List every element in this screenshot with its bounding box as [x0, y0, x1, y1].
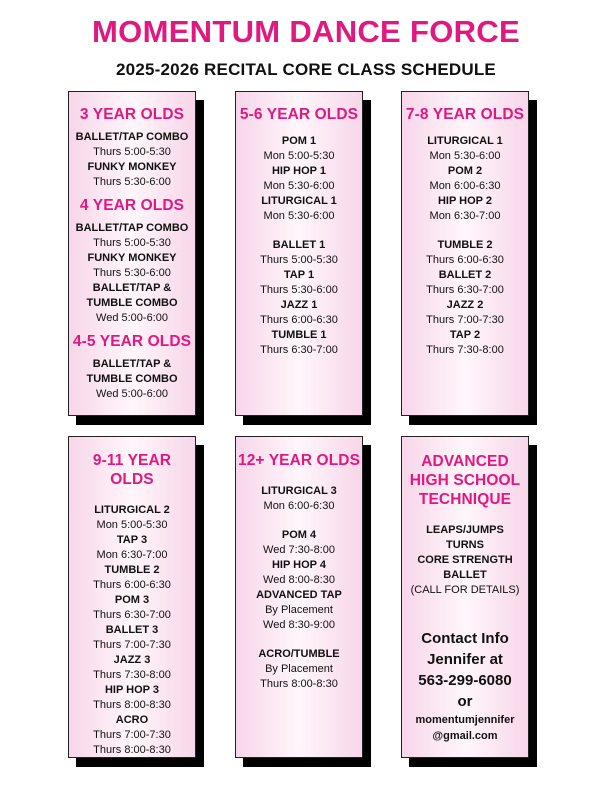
class-name: ADVANCED TAP — [256, 589, 342, 601]
class-time: Mon 5:00-5:30 — [96, 519, 168, 531]
class-name: FUNKY MONKEY — [87, 252, 177, 264]
class-name: POM 3 — [114, 594, 150, 606]
section-heading: HIGH SCHOOL — [409, 472, 521, 489]
section-heading: 5-6 YEAR OLDS — [239, 106, 359, 123]
class-time: Thurs 6:30-7:00 — [260, 344, 338, 356]
technique-item: BALLET — [443, 569, 487, 581]
class-name: FUNKY MONKEY — [87, 161, 177, 173]
class-name: BALLET/TAP & — [92, 358, 172, 370]
class-time: Mon 5:30-6:00 — [263, 180, 335, 192]
class-name: TAP 3 — [116, 534, 148, 546]
class-name: HIP HOP 2 — [437, 195, 492, 207]
class-name-line2: TUMBLE COMBO — [86, 373, 178, 385]
class-name: POM 2 — [447, 165, 483, 177]
class-time: Wed 8:00-8:30 — [263, 574, 335, 586]
class-name: BALLET 1 — [272, 239, 326, 251]
class-name: JAZZ 1 — [280, 299, 318, 311]
schedule-box-5-6-year-olds — [235, 91, 363, 416]
page-subtitle: 2025-2026 RECITAL CORE CLASS SCHEDULE — [116, 60, 496, 79]
class-time: Thurs 8:00-8:30 — [260, 678, 338, 690]
class-time: Thurs 7:00-7:30 — [93, 639, 171, 651]
class-name: BALLET/TAP COMBO — [75, 131, 189, 143]
class-time: Thurs 5:00-5:30 — [93, 146, 171, 158]
class-name: BALLET/TAP & — [92, 282, 172, 294]
class-time: Thurs 6:30-7:00 — [426, 284, 504, 296]
contact-email-line1[interactable]: momentumjennifer — [415, 714, 515, 726]
class-name: LITURGICAL 1 — [427, 135, 503, 147]
class-time: Thurs 5:00-5:30 — [260, 254, 338, 266]
class-name: HIP HOP 4 — [271, 559, 326, 571]
class-time: Thurs 5:30-6:00 — [93, 267, 171, 279]
class-time: Thurs 7:00-7:30 — [93, 729, 171, 741]
section-heading: 3 YEAR OLDS — [79, 106, 185, 123]
class-name: TUMBLE 2 — [437, 239, 493, 251]
contact-name: Jennifer at — [427, 651, 503, 668]
class-name: LITURGICAL 2 — [94, 504, 170, 516]
class-name: TAP 2 — [449, 329, 481, 341]
schedule-box-3-5-year-olds — [68, 91, 196, 416]
class-name: ACRO/TUMBLE — [258, 648, 340, 660]
class-time: Mon 6:30-7:00 — [96, 549, 168, 561]
class-time: Mon 6:00-6:30 — [429, 180, 501, 192]
class-name: TUMBLE 1 — [271, 329, 327, 341]
call-for-details-note: (CALL FOR DETAILS) — [410, 584, 520, 596]
class-time: Thurs 7:30-8:00 — [93, 669, 171, 681]
technique-item: TURNS — [446, 539, 484, 551]
class-time: Thurs 6:00-6:30 — [93, 579, 171, 591]
class-time: Thurs 6:00-6:30 — [426, 254, 504, 266]
class-name: TAP 1 — [283, 269, 315, 281]
advanced-technique-contact-box — [401, 436, 529, 758]
class-name: JAZZ 2 — [446, 299, 484, 311]
class-name: BALLET 3 — [105, 624, 159, 636]
class-name: LITURGICAL 3 — [261, 485, 337, 497]
contact-or: or — [457, 693, 473, 710]
page-title: MOMENTUM DANCE FORCE — [92, 14, 520, 49]
class-name: JAZZ 3 — [113, 654, 151, 666]
class-name: TUMBLE 2 — [104, 564, 160, 576]
class-name: POM 1 — [281, 135, 317, 147]
class-time: Thurs 8:00-8:30 — [93, 744, 171, 756]
class-name: ACRO — [115, 714, 149, 726]
section-heading: 12+ YEAR OLDS — [237, 452, 361, 469]
class-time: Thurs 7:00-7:30 — [426, 314, 504, 326]
class-time: Wed 8:30-9:00 — [263, 619, 335, 631]
section-heading: ADVANCED — [421, 453, 509, 470]
schedule-box-7-8-year-olds — [401, 91, 529, 416]
class-time: Mon 5:30-6:00 — [429, 150, 501, 162]
class-name: BALLET 2 — [438, 269, 492, 281]
class-time: Mon 6:00-6:30 — [263, 500, 335, 512]
class-time: Thurs 5:30-6:00 — [93, 176, 171, 188]
class-name: BALLET/TAP COMBO — [75, 222, 189, 234]
class-time: Thurs 6:30-7:00 — [93, 609, 171, 621]
class-time: Thurs 7:30-8:00 — [426, 344, 504, 356]
contact-label: Contact Info — [421, 630, 509, 647]
section-heading: 9-11 YEAR OLDS — [92, 452, 172, 488]
technique-item: LEAPS/JUMPS — [426, 524, 504, 536]
class-time: Mon 6:30-7:00 — [429, 210, 501, 222]
class-time: Wed 5:00-6:00 — [96, 312, 168, 324]
class-time: Thurs 6:00-6:30 — [260, 314, 338, 326]
class-time: Thurs 8:00-8:30 — [93, 699, 171, 711]
contact-email-line2[interactable]: @gmail.com — [432, 730, 498, 742]
section-heading: 4 YEAR OLDS — [79, 197, 185, 214]
technique-item: CORE STRENGTH — [417, 554, 513, 566]
class-name: HIP HOP 3 — [104, 684, 159, 696]
class-time: By Placement — [265, 663, 333, 675]
schedule-box-12-plus-year-olds — [235, 436, 363, 758]
class-time: By Placement — [265, 604, 333, 616]
class-name-line2: TUMBLE COMBO — [86, 297, 178, 309]
section-heading: TECHNIQUE — [418, 491, 512, 508]
class-time: Mon 5:30-6:00 — [263, 210, 335, 222]
section-heading: 4-5 YEAR OLDS — [72, 333, 192, 350]
class-name: POM 4 — [281, 529, 317, 541]
class-time: Thurs 5:30-6:00 — [260, 284, 338, 296]
class-time: Thurs 5:00-5:30 — [93, 237, 171, 249]
schedule-box-9-11-year-olds — [68, 436, 196, 758]
class-time: Mon 5:00-5:30 — [263, 150, 335, 162]
class-time: Wed 5:00-6:00 — [96, 388, 168, 400]
class-name: LITURGICAL 1 — [261, 195, 337, 207]
section-heading: 7-8 YEAR OLDS — [405, 106, 525, 123]
contact-phone[interactable]: 563-299-6080 — [418, 672, 512, 689]
class-name: HIP HOP 1 — [271, 165, 326, 177]
class-time: Wed 7:30-8:00 — [263, 544, 335, 556]
